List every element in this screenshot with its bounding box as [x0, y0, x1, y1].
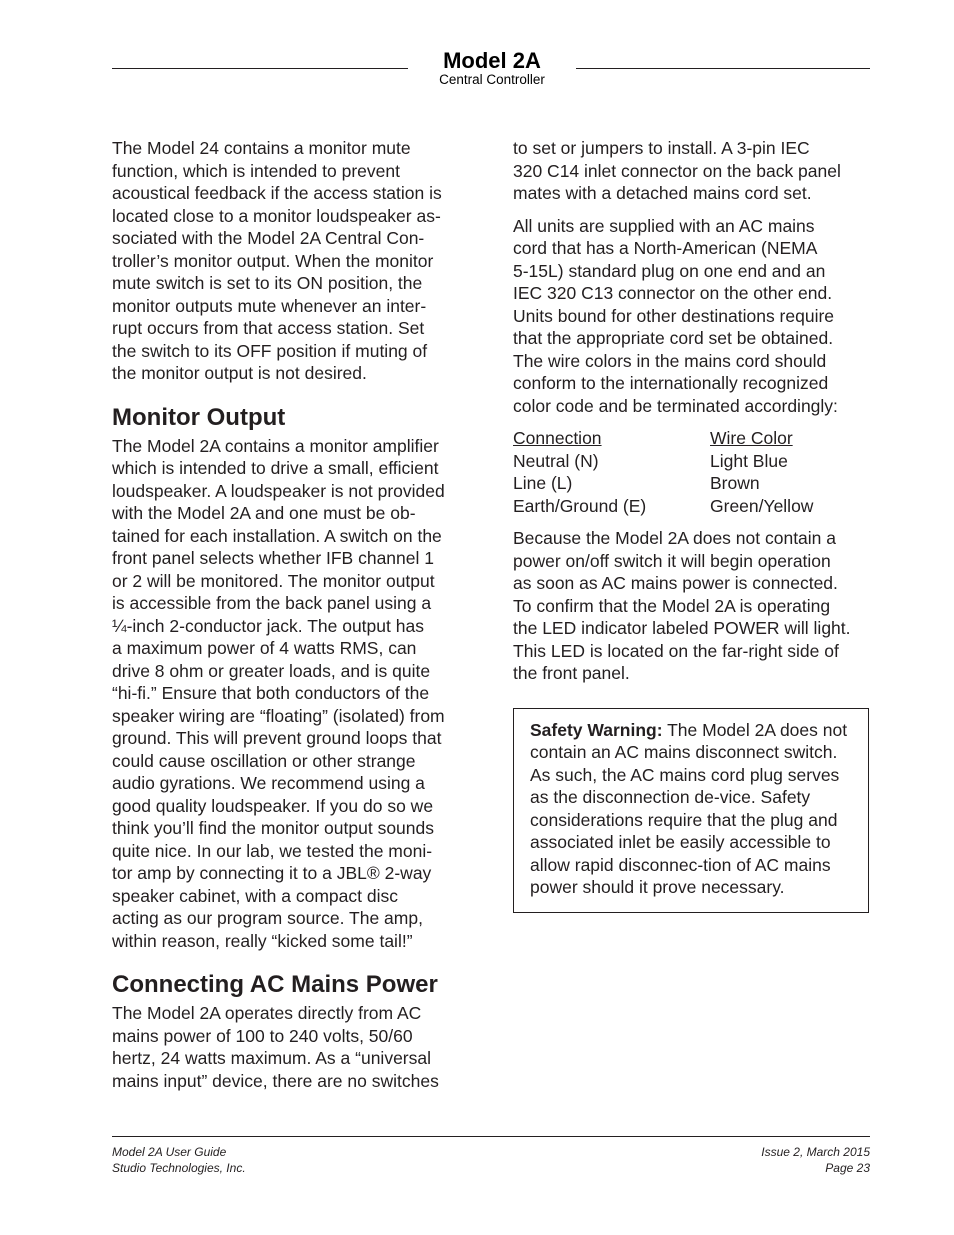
- monitor-mute-paragraph: The Model 24 contains a monitor mute function, which is intended to prevent acoustical feedback if the access station is located close to a monitor loudspeaker as- sociated with the Model 2A Central Con- troller’s monitor output. When the monitor mute switch is set to its ON position, the monitor outputs mute whenever an inter- rupt occurs from that access station. Set the switch to its OFF position if muting of the monitor output is not desired.: [112, 138, 442, 383]
- footer-guide-title: Model 2A User Guide: [112, 1145, 227, 1159]
- ac-mains-heading: Connecting AC Mains Power: [112, 971, 438, 998]
- footer-company: Studio Technologies, Inc.: [112, 1161, 246, 1175]
- ac-mains-paragraph: The Model 2A operates directly from AC mains power of 100 to 240 volts, 50/60 hertz, 24 watts maximum. As a “universal mains input” device, there are no switches: [112, 1003, 439, 1091]
- footer-right: [761, 1144, 870, 1176]
- table-cell: Brown: [710, 473, 760, 493]
- table-header-row: [513, 427, 813, 450]
- wire-color-header: Wire Color: [710, 428, 793, 448]
- power-operation-paragraph: Because the Model 2A does not contain a power on/off switch it will begin operation as soon as AC mains power is connected. To confirm that the Model 2A is operating the LED indicator labeled POWER will light. This LED is located on the far-right side of the front panel.: [513, 528, 851, 683]
- table-cell: Neutral (N): [513, 450, 599, 471]
- continuation-paragraph: to set or jumpers to install. A 3-pin IEC 320 C14 inlet connector on the back panel mates with a detached mains cord set.: [513, 138, 841, 203]
- monitor-output-heading: Monitor Output: [112, 403, 286, 431]
- footer-issue: Issue 2, March 2015: [761, 1145, 870, 1159]
- safety-warning-label: Safety Warning:: [530, 719, 663, 740]
- safety-warning-text: The Model 2A does not contain an AC mains disconnect switch. As such, the AC mains cord plug serves as the disconnection de-vice. Safety considerations require that the plug and associated inlet be easily accessible to allow rapid disconnec-tion of AC mains power should it prove necessary.: [530, 719, 848, 897]
- right-column: [513, 137, 878, 913]
- table-cell: Line (L): [513, 473, 573, 493]
- footer-left: [112, 1144, 246, 1176]
- footer-rule: [112, 1136, 870, 1137]
- left-column: [112, 137, 474, 1092]
- mains-cord-paragraph: All units are supplied with an AC mains cord that has a North-American (NEMA 5-15L) standard plug on one end and an IEC 320 C13 connector on the other end. Units bound for other destinations require that the appropriate cord set be obtained. The wire colors in the mains cord should conform to the internationally recognized color code and be terminated accordingly:: [513, 215, 838, 416]
- table-cell: Green/Yellow: [710, 495, 814, 516]
- header-rule-left: [112, 68, 408, 69]
- monitor-output-paragraph: The Model 2A contains a monitor amplifier which is intended to drive a small, efficient loudspeaker. A loudspeaker is not provided with the Model 2A and one must be ob- tained for each installation. A switch on the front panel selects whether IFB channel 1 or 2 will be monitored. The monitor output is accessible from the back panel using a ¼-inch 2-conductor jack. The output has a maximum power of 4 watts RMS, can drive 8 ohm or greater loads, and is quite “hi-fi.” Ensure that both conductors of the speaker wiring are “floating” (isolated) from ground. This will prevent ground loops that could cause oscillation or other strange audio gyrations. We recommend using a good quality loudspeaker. If you do so we think you’ll find the monitor output sounds quite nice. In our lab, we tested the moni- tor amp by connecting it to a JBL® 2-way speaker cabinet, with a compact disc acting as our program source. The amp, within reason, really “kicked some tail!”: [112, 435, 445, 951]
- header-rule-right: [576, 68, 870, 69]
- header-subtitle: Central Controller: [439, 72, 545, 87]
- table-row: [513, 495, 813, 518]
- safety-warning-box: [513, 708, 869, 913]
- footer-page-number: Page 23: [825, 1161, 870, 1175]
- table-row: [513, 450, 813, 473]
- header-title: Model 2A: [443, 48, 541, 73]
- connection-header: Connection: [513, 428, 602, 448]
- wire-color-table: [513, 427, 813, 517]
- table-row: [513, 472, 813, 495]
- table-cell: Light Blue: [710, 450, 788, 471]
- table-cell: Earth/Ground (E): [513, 495, 647, 516]
